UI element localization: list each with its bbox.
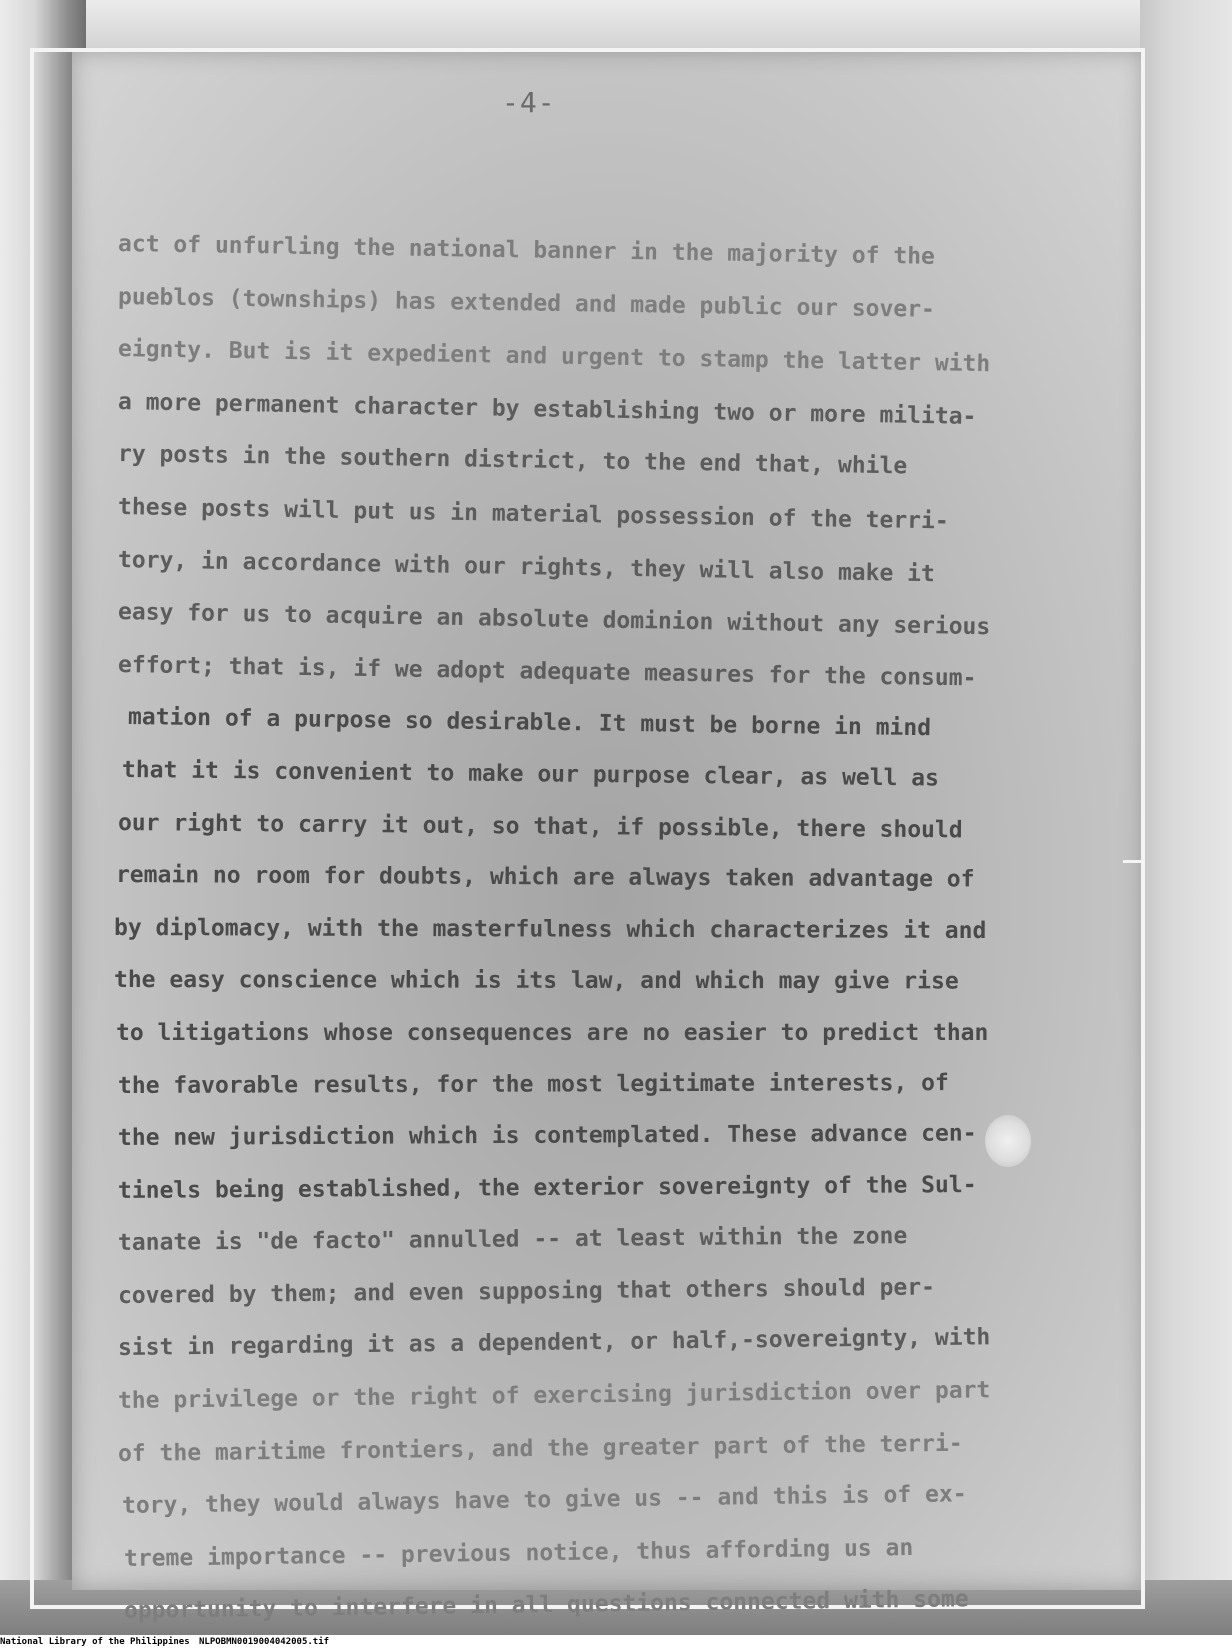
text-line: ry posts in the southern district, to the end that, while — [117, 441, 908, 480]
text-line: eignty. But is it expedient and urgent to stamp the latter with — [117, 336, 991, 378]
text-line: the privilege or the right of exercising jurisdiction over part — [117, 1377, 991, 1415]
text-line: the new jurisdiction which is contemplated. These advance cen- — [117, 1120, 977, 1152]
text-line: by diplomacy, with the masterfulness which characterizes it and — [113, 914, 987, 944]
frame-border-left — [30, 48, 34, 1608]
text-line: tanate is "de facto" annulled -- at least within the zone — [117, 1223, 908, 1257]
text-line: covered by them; and even supposing that others should per- — [117, 1274, 936, 1309]
frame-border-right — [1141, 48, 1145, 1608]
body-text — [113, 218, 1078, 1635]
text-line: effort; that is, if we adopt adequate measures for the consum- — [117, 651, 977, 692]
text-line: of the maritime frontiers, and the greater part of the terri- — [117, 1430, 963, 1467]
text-line: easy for us to acquire an absolute dominion without any serious — [117, 599, 991, 641]
text-line: treme importance -- previous notice, thus affording us an — [123, 1534, 914, 1572]
frame-border-top — [30, 48, 1145, 52]
text-line: opportunity to interfere in all questions connected with some — [123, 1586, 969, 1625]
footer-file-name: NLPOBMN0019004042005.tif — [199, 1637, 330, 1647]
text-line: pueblos (townships) has extended and made public our sover- — [117, 283, 936, 323]
text-line: the favorable results, for the most legitimate interests, of — [117, 1069, 949, 1099]
text-line: these posts will put us in material possession of the terri- — [117, 493, 949, 535]
scan-footer — [0, 1635, 1232, 1650]
text-line: sist in regarding it as a dependent, or half,-sovereignty, with — [117, 1324, 991, 1362]
frame-tick-mark — [1123, 860, 1145, 863]
page-number: -4- — [502, 86, 556, 119]
text-line: act of unfurling the national banner in the majority of the — [117, 231, 936, 270]
footer-library-name: National Library of the Philippines — [0, 1637, 190, 1647]
film-right-margin — [1140, 0, 1232, 1635]
text-line: the easy conscience which is its law, and which may give rise — [113, 967, 959, 995]
text-line: to litigations whose consequences are no easier to predict than — [116, 1019, 989, 1046]
text-line: tory, they would always have to give us -- and this is of ex- — [121, 1481, 967, 1520]
text-line: tinels being established, the exterior sovereignty of the Sul- — [117, 1171, 977, 1204]
text-line: remain no room for doubts, which are always taken advantage of — [115, 862, 975, 893]
text-line: that it is convenient to make our purpose clear, as well as — [121, 756, 940, 792]
text-line: tory, in accordance with our rights, they will also make it — [117, 546, 936, 587]
text-line: a more permanent character by establishing two or more milita- — [117, 388, 977, 430]
text-line: our right to carry it out, so that, if possible, there should — [117, 809, 963, 843]
text-line: mation of a purpose so desirable. It must be borne in mind — [127, 704, 932, 742]
